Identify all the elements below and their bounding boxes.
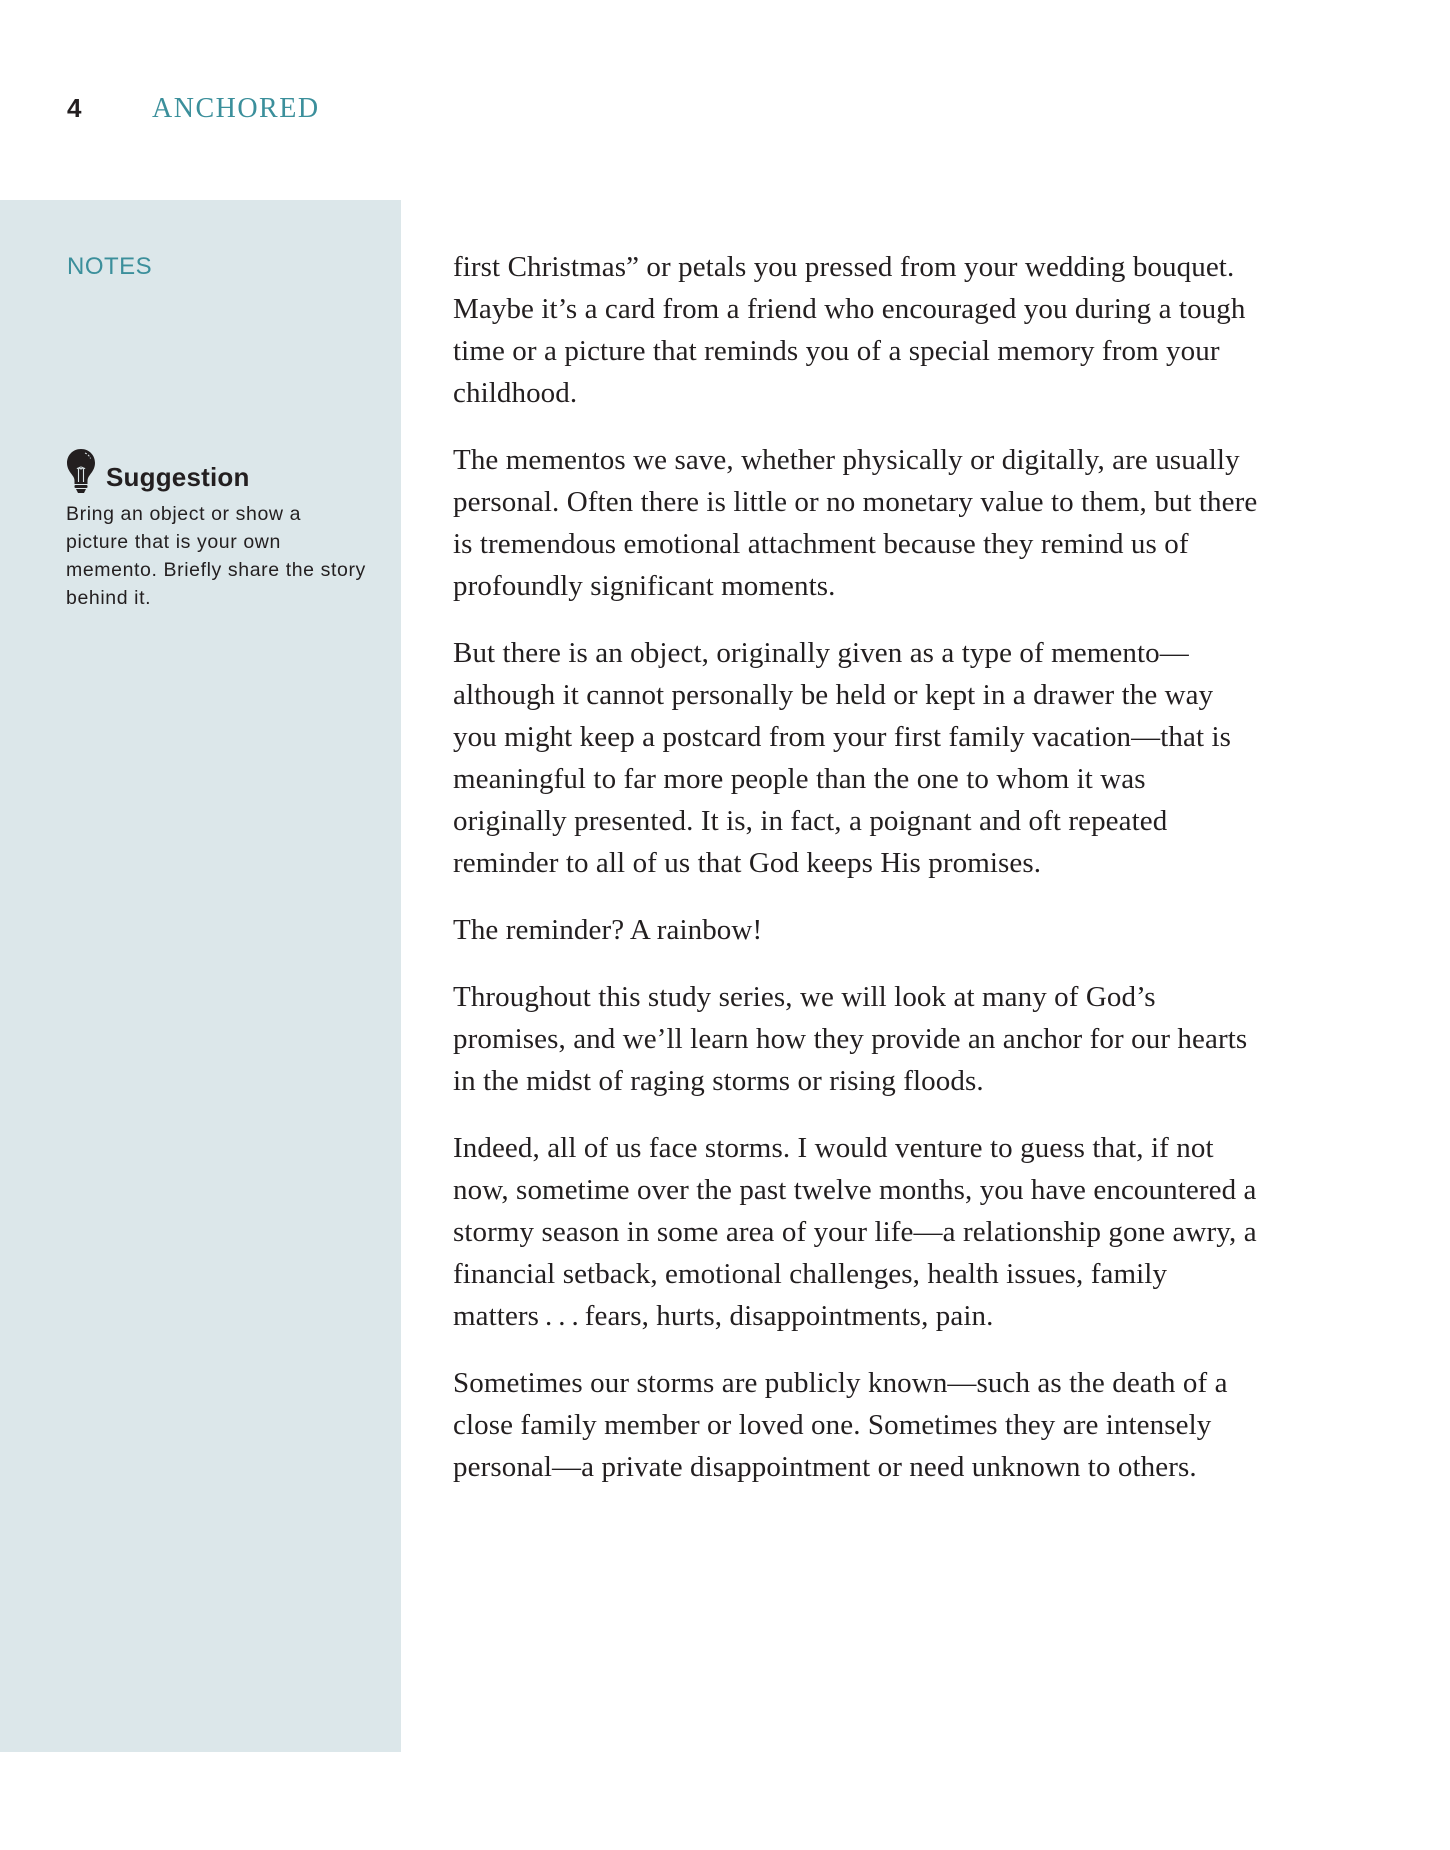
suggestion-header bbox=[66, 446, 366, 494]
paragraph: Sometimes our storms are publicly known—such as the death of a close family member or loved one. Sometimes they are intensely personal—a private disappointment or need unknown to others. bbox=[453, 1367, 1228, 1483]
paragraph: The mementos we save, whether physically or digitally, are usually personal. Often there is little or no monetary value to them, but there is tremendous emotional attachment because they remind us of profoundly significant moments. bbox=[453, 444, 1258, 602]
paragraph: Indeed, all of us face storms. I would venture to guess that, if not now, sometime over the past twelve months, you have encountered a stormy season in some area of your life—a relationship gone awry, a financial setback, emotional challenges, health issues, family matters . . . fears, hurts, disappointments, pain. bbox=[453, 1132, 1257, 1332]
suggestion-box bbox=[66, 446, 366, 612]
running-title: ANCHORED bbox=[152, 93, 320, 124]
suggestion-body: Bring an object or show a picture that is your own memento. Briefly share the story behind it. bbox=[66, 503, 366, 609]
paragraph: But there is an object, originally given as a type of memento—although it cannot personally be held or kept in a drawer the way you might keep a postcard from your first family vacation—that is meaningful to far more people than the one to whom it was originally presented. It is, in fact, a poignant and oft repeated reminder to all of us that God keeps His promises. bbox=[453, 637, 1232, 879]
paragraph: Throughout this study series, we will look at many of God’s promises, and we’ll learn how they provide an anchor for our hearts in the midst of raging storms or rising floods. bbox=[453, 981, 1248, 1097]
paragraph: The reminder? A rainbow! bbox=[453, 914, 763, 946]
lightbulb-icon bbox=[66, 448, 96, 494]
notes-sidebar bbox=[0, 200, 401, 1752]
page-header bbox=[67, 92, 320, 124]
body-text bbox=[453, 246, 1263, 1513]
suggestion-title: Suggestion bbox=[106, 462, 250, 492]
notes-label: NOTES bbox=[67, 253, 153, 280]
page-number: 4 bbox=[67, 93, 82, 123]
paragraph: first Christmas” or petals you pressed from your wedding bouquet. Maybe it’s a card from a friend who encouraged you during a tough time or a picture that reminds you of a special memory from your childhood. bbox=[453, 251, 1246, 409]
